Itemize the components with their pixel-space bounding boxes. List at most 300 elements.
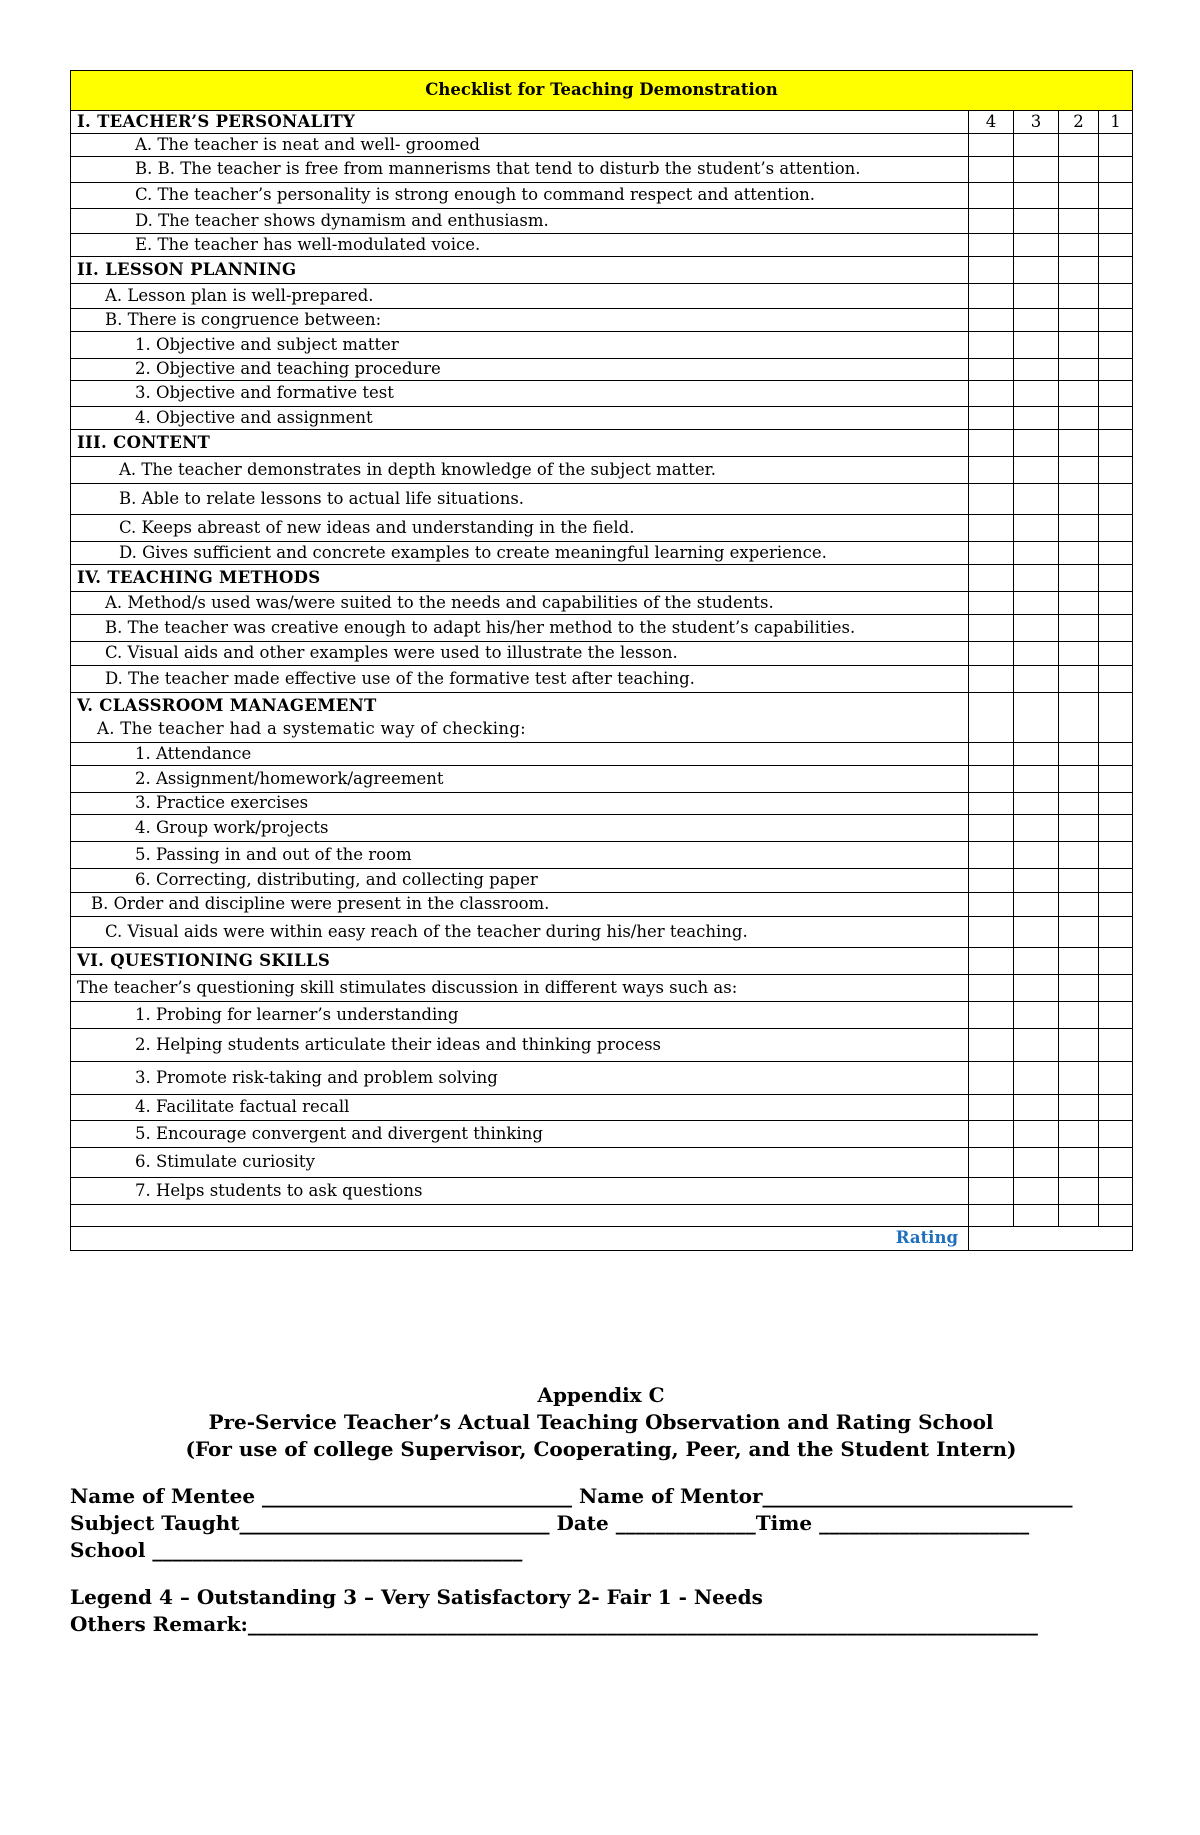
- row-label: 1. Attendance: [135, 743, 252, 763]
- rating-cell[interactable]: [1059, 257, 1099, 284]
- rating-cell[interactable]: [1014, 592, 1059, 615]
- rating-cell[interactable]: [969, 209, 1014, 234]
- rating-cell[interactable]: [1099, 457, 1133, 484]
- rating-cell[interactable]: [1014, 484, 1059, 515]
- criterion-text: [71, 893, 969, 917]
- rating-cell[interactable]: [969, 359, 1014, 381]
- rating-label: Rating: [71, 1227, 969, 1251]
- table-row: [71, 1121, 1133, 1148]
- rating-cell[interactable]: [1059, 842, 1099, 869]
- rating-cell[interactable]: [1099, 766, 1133, 793]
- row-label: C. Keeps abreast of new ideas and understanding in the field.: [119, 517, 635, 537]
- table-row: [71, 592, 1133, 615]
- row-label: 2. Objective and teaching procedure: [135, 359, 441, 379]
- rating-cell[interactable]: [1014, 1148, 1059, 1178]
- criterion-text: [71, 209, 969, 234]
- rating-cell[interactable]: [969, 484, 1014, 515]
- row-label: V. CLASSROOM MANAGEMENT: [77, 696, 377, 716]
- rating-cell[interactable]: [1099, 565, 1133, 592]
- table-row: [71, 1002, 1133, 1029]
- criterion-text: [71, 642, 969, 666]
- rating-cell[interactable]: [1014, 1121, 1059, 1148]
- criterion-text: [71, 309, 969, 332]
- rating-cell[interactable]: [1014, 842, 1059, 869]
- rating-cell[interactable]: [1099, 359, 1133, 381]
- rating-cell[interactable]: [1059, 1205, 1099, 1227]
- criterion-text: [71, 666, 969, 693]
- rating-cell[interactable]: [1099, 542, 1133, 565]
- row-label: 7. Helps students to ask questions: [135, 1180, 423, 1200]
- rating-cell[interactable]: [1014, 257, 1059, 284]
- rating-cell[interactable]: [1099, 1029, 1133, 1062]
- rating-cell[interactable]: [1099, 1062, 1133, 1095]
- row-label: 2. Helping students articulate their ideas and thinking process: [135, 1034, 662, 1054]
- others-remark-field[interactable]: Others Remark:_______________________________________________________________________________: [70, 1612, 1038, 1636]
- table-row: [71, 381, 1133, 407]
- table-row: [71, 793, 1133, 815]
- table-row: [71, 1148, 1133, 1178]
- table-row: [71, 842, 1133, 869]
- row-label: 5. Encourage convergent and divergent thinking: [135, 1123, 543, 1143]
- rating-cell[interactable]: [1099, 917, 1133, 948]
- rating-cell[interactable]: [1059, 1095, 1099, 1121]
- rating-cell[interactable]: [1099, 234, 1133, 257]
- row-label: B. The teacher was creative enough to adapt his/her method to the student’s capabilities.: [105, 617, 856, 637]
- rating-cell[interactable]: [1059, 1062, 1099, 1095]
- table-row: [71, 134, 1133, 157]
- rating-cell[interactable]: [969, 565, 1014, 592]
- rating-cell[interactable]: [1059, 766, 1099, 793]
- table-row: [71, 209, 1133, 234]
- rating-cell[interactable]: [1014, 157, 1059, 183]
- rating-cell[interactable]: [1014, 457, 1059, 484]
- row-label: VI. QUESTIONING SKILLS: [77, 950, 331, 970]
- rating-cell[interactable]: [969, 515, 1014, 542]
- section-row: [71, 430, 1133, 457]
- row-label: A. The teacher is neat and well- groomed: [135, 134, 480, 154]
- rating-cell[interactable]: [969, 257, 1014, 284]
- rating-cell[interactable]: [1099, 793, 1133, 815]
- table-row: [71, 893, 1133, 917]
- section-row: [71, 111, 1133, 134]
- rating-cell[interactable]: [969, 793, 1014, 815]
- rating-cell[interactable]: [1059, 565, 1099, 592]
- rating-legend: Legend 4 – Outstanding 3 – Very Satisfactory 2- Fair 1 - Needs: [70, 1585, 763, 1609]
- rating-cell[interactable]: [1014, 183, 1059, 209]
- rating-cell[interactable]: [1014, 234, 1059, 257]
- table-row: [71, 515, 1133, 542]
- rating-cell[interactable]: [1014, 515, 1059, 542]
- rating-cell[interactable]: [1099, 893, 1133, 917]
- rating-cell[interactable]: [1014, 430, 1059, 457]
- rating-cell[interactable]: [1059, 592, 1099, 615]
- rating-cell[interactable]: [1014, 1178, 1059, 1205]
- rating-cell[interactable]: [1099, 666, 1133, 693]
- rating-cell[interactable]: [969, 542, 1014, 565]
- rating-cell[interactable]: [1014, 893, 1059, 917]
- table-row: [71, 1205, 1133, 1227]
- rating-cell[interactable]: [969, 234, 1014, 257]
- rating-cell[interactable]: [1059, 917, 1099, 948]
- row-label: IV. TEACHING METHODS: [77, 567, 321, 587]
- criterion-text: [71, 1062, 969, 1095]
- criterion-text: [71, 592, 969, 615]
- rating-cell[interactable]: [1014, 407, 1059, 430]
- section-subitem: A. The teacher had a systematic way of checking:: [97, 718, 527, 738]
- rating-cell[interactable]: [1099, 257, 1133, 284]
- school-field[interactable]: School _____________________________________: [70, 1538, 523, 1562]
- row-label: D. Gives sufficient and concrete examples to create meaningful learning experience.: [119, 542, 827, 562]
- criterion-text: [71, 134, 969, 157]
- row-label: 4. Group work/projects: [135, 817, 329, 837]
- rating-cell[interactable]: [1059, 381, 1099, 407]
- criterion-text: [71, 457, 969, 484]
- rating-cell[interactable]: [1059, 430, 1099, 457]
- rating-cell[interactable]: [1099, 209, 1133, 234]
- appendix-title: Appendix C: [537, 1383, 665, 1407]
- rating-cell[interactable]: [1014, 615, 1059, 642]
- row-label: A. Method/s used was/were suited to the needs and capabilities of the students.: [105, 592, 774, 612]
- table-row: [71, 642, 1133, 666]
- rating-cell[interactable]: [969, 917, 1014, 948]
- checklist-title-row: [71, 71, 1133, 111]
- rating-cell[interactable]: [1014, 1095, 1059, 1121]
- rating-cell[interactable]: [969, 743, 1014, 766]
- rating-cell[interactable]: [969, 1178, 1014, 1205]
- table-row: [71, 359, 1133, 381]
- rating-cell[interactable]: [1059, 1029, 1099, 1062]
- rating-cell[interactable]: [1059, 359, 1099, 381]
- row-label: 5. Passing in and out of the room: [135, 844, 412, 864]
- rating-cell[interactable]: [1099, 1178, 1133, 1205]
- rating-cell[interactable]: [969, 642, 1014, 666]
- rating-cell[interactable]: [1014, 869, 1059, 893]
- criterion-text: [71, 1205, 969, 1227]
- rating-cell[interactable]: [969, 183, 1014, 209]
- table-row: [71, 284, 1133, 309]
- rating-row: [71, 1227, 1133, 1251]
- row-label: B. There is congruence between:: [105, 309, 382, 329]
- rating-cell[interactable]: [1059, 209, 1099, 234]
- row-label: 3. Practice exercises: [135, 793, 309, 813]
- rating-cell[interactable]: [1059, 693, 1099, 743]
- rating-cell[interactable]: [969, 457, 1014, 484]
- rating-cell[interactable]: [1059, 542, 1099, 565]
- row-label: 6. Correcting, distributing, and collecting paper: [135, 870, 538, 890]
- rating-cell[interactable]: [1059, 642, 1099, 666]
- rating-cell[interactable]: [1059, 666, 1099, 693]
- rating-cell[interactable]: [1014, 693, 1059, 743]
- rating-cell[interactable]: [1014, 666, 1059, 693]
- checklist-title: Checklist for Teaching Demonstration: [71, 71, 1133, 111]
- rating-cell[interactable]: [1099, 381, 1133, 407]
- rating-cell[interactable]: [1059, 407, 1099, 430]
- rating-cell[interactable]: [1059, 157, 1099, 183]
- criterion-text: [71, 917, 969, 948]
- rating-cell[interactable]: [969, 815, 1014, 842]
- section-heading: [71, 693, 969, 743]
- mentee-mentor-field[interactable]: Name of Mentee _______________________________ Name of Mentor_______________________________: [70, 1484, 1073, 1508]
- rating-cell[interactable]: [1099, 693, 1133, 743]
- appendix-section: [70, 1382, 1132, 1638]
- rating-cell[interactable]: [1014, 1029, 1059, 1062]
- table-row: [71, 1095, 1133, 1121]
- rating-cell[interactable]: [1099, 975, 1133, 1002]
- rating-cell[interactable]: [969, 407, 1014, 430]
- table-row: [71, 815, 1133, 842]
- section-row: [71, 948, 1133, 975]
- rating-cell[interactable]: [1059, 815, 1099, 842]
- table-row: [71, 917, 1133, 948]
- criterion-text: [71, 766, 969, 793]
- row-label: 2. Assignment/homework/agreement: [135, 768, 444, 788]
- rating-cell[interactable]: [1059, 1148, 1099, 1178]
- rating-cell[interactable]: [969, 842, 1014, 869]
- table-row: [71, 484, 1133, 515]
- criterion-text: [71, 869, 969, 893]
- table-row: [71, 457, 1133, 484]
- table-row: [71, 332, 1133, 359]
- table-row: [71, 407, 1133, 430]
- rating-cell[interactable]: [1014, 565, 1059, 592]
- rating-cell[interactable]: [969, 309, 1014, 332]
- criterion-text: [71, 815, 969, 842]
- checklist-table: [70, 70, 1133, 1251]
- table-row: [71, 766, 1133, 793]
- table-row: [71, 666, 1133, 693]
- rating-cell[interactable]: [1099, 183, 1133, 209]
- criterion-text: [71, 842, 969, 869]
- rating-cell[interactable]: [1099, 842, 1133, 869]
- section-heading: [71, 257, 969, 284]
- criterion-text: [71, 1002, 969, 1029]
- rating-cell[interactable]: [969, 1148, 1014, 1178]
- subject-date-time-field[interactable]: Subject Taught_______________________________ Date ______________Time _____________________: [70, 1511, 1030, 1535]
- rating-cell[interactable]: [1099, 1095, 1133, 1121]
- rating-cell[interactable]: [969, 1205, 1014, 1227]
- rating-cell[interactable]: [1014, 134, 1059, 157]
- rating-cell[interactable]: [1059, 234, 1099, 257]
- appendix-usage-note: (For use of college Supervisor, Cooperating, Peer, and the Student Intern): [185, 1437, 1017, 1461]
- rating-cell[interactable]: [969, 381, 1014, 407]
- rating-cell[interactable]: [1014, 542, 1059, 565]
- rating-cell[interactable]: [969, 430, 1014, 457]
- rating-cell[interactable]: [1099, 407, 1133, 430]
- table-row: [71, 615, 1133, 642]
- rating-cell[interactable]: [1014, 1002, 1059, 1029]
- rating-cell[interactable]: [1099, 615, 1133, 642]
- rating-cell[interactable]: [1014, 815, 1059, 842]
- criterion-text: [71, 1095, 969, 1121]
- row-label: D. The teacher shows dynamism and enthusiasm.: [135, 210, 549, 230]
- rating-cell[interactable]: [1099, 515, 1133, 542]
- rating-cell[interactable]: [1099, 284, 1133, 309]
- rating-cell[interactable]: [1059, 457, 1099, 484]
- criterion-text: [71, 793, 969, 815]
- rating-cell[interactable]: [1014, 766, 1059, 793]
- rating-cell[interactable]: [1059, 1002, 1099, 1029]
- row-label: 1. Probing for learner’s understanding: [135, 1004, 459, 1024]
- table-row: [71, 542, 1133, 565]
- rating-cell[interactable]: [969, 948, 1014, 975]
- rating-cell[interactable]: [1099, 332, 1133, 359]
- table-row: [71, 234, 1133, 257]
- row-label: II. LESSON PLANNING: [77, 259, 297, 279]
- rating-cell[interactable]: [969, 615, 1014, 642]
- row-label: 4. Objective and assignment: [135, 407, 373, 427]
- criterion-text: [71, 1178, 969, 1205]
- rating-cell[interactable]: [1014, 309, 1059, 332]
- rating-cell[interactable]: [969, 869, 1014, 893]
- rating-cell[interactable]: [1014, 743, 1059, 766]
- rating-cell[interactable]: [1059, 515, 1099, 542]
- rating-cell[interactable]: [1014, 948, 1059, 975]
- table-row: [71, 157, 1133, 183]
- rating-cell[interactable]: [1014, 332, 1059, 359]
- criterion-text: [71, 484, 969, 515]
- row-label: 3. Promote risk-taking and problem solving: [135, 1067, 498, 1087]
- row-label: 6. Stimulate curiosity: [135, 1152, 315, 1172]
- row-label: C. Visual aids were within easy reach of the teacher during his/her teaching.: [105, 921, 748, 941]
- rating-cell[interactable]: [1059, 793, 1099, 815]
- table-row: [71, 975, 1133, 1002]
- section-row: [71, 565, 1133, 592]
- rating-cell[interactable]: [1099, 157, 1133, 183]
- rating-cell[interactable]: [969, 332, 1014, 359]
- rating-cell[interactable]: [1059, 948, 1099, 975]
- rating-cell[interactable]: [969, 592, 1014, 615]
- row-label: A. Lesson plan is well-prepared.: [105, 285, 374, 305]
- section-row: [71, 257, 1133, 284]
- row-label: I. TEACHER’S PERSONALITY: [77, 111, 356, 131]
- rating-cell[interactable]: [969, 693, 1014, 743]
- criterion-text: [71, 157, 969, 183]
- row-label: III. CONTENT: [77, 432, 211, 452]
- row-label: A. The teacher demonstrates in depth knowledge of the subject matter.: [119, 459, 716, 479]
- rating-column-header: 1: [1099, 111, 1133, 134]
- criterion-text: [71, 1029, 969, 1062]
- rating-column-header: 4: [969, 111, 1014, 134]
- rating-cell[interactable]: [1014, 1062, 1059, 1095]
- rating-cell[interactable]: [1014, 642, 1059, 666]
- table-row: [71, 1062, 1133, 1095]
- row-label: 4. Facilitate factual recall: [135, 1097, 350, 1117]
- rating-cell[interactable]: [1014, 359, 1059, 381]
- rating-cell[interactable]: [969, 975, 1014, 1002]
- rating-cell[interactable]: [1059, 284, 1099, 309]
- rating-cell[interactable]: [1014, 381, 1059, 407]
- rating-cell[interactable]: [969, 1062, 1014, 1095]
- rating-cell[interactable]: [1059, 484, 1099, 515]
- section-heading: [71, 565, 969, 592]
- rating-cell[interactable]: [1014, 975, 1059, 1002]
- row-label: E. The teacher has well-modulated voice.: [135, 234, 481, 254]
- rating-cell[interactable]: [1099, 592, 1133, 615]
- criterion-text: [71, 359, 969, 381]
- rating-cell[interactable]: [1059, 743, 1099, 766]
- row-label: The teacher’s questioning skill stimulates discussion in different ways such as:: [77, 977, 738, 997]
- rating-cell[interactable]: [969, 893, 1014, 917]
- rating-cell[interactable]: [1099, 743, 1133, 766]
- rating-cell[interactable]: [969, 157, 1014, 183]
- rating-cell[interactable]: [1014, 209, 1059, 234]
- rating-column-header: 2: [1059, 111, 1099, 134]
- rating-cell[interactable]: [969, 1029, 1014, 1062]
- rating-cell[interactable]: [1059, 309, 1099, 332]
- rating-cell[interactable]: [1014, 917, 1059, 948]
- rating-cell[interactable]: [1059, 1121, 1099, 1148]
- table-row: [71, 1029, 1133, 1062]
- rating-cell[interactable]: [1099, 134, 1133, 157]
- row-label: C. The teacher’s personality is strong enough to command respect and attention.: [135, 185, 816, 205]
- criterion-text: [71, 615, 969, 642]
- rating-cell[interactable]: [1014, 793, 1059, 815]
- criterion-text: [71, 515, 969, 542]
- rating-cell[interactable]: [1099, 642, 1133, 666]
- rating-cell[interactable]: [1099, 309, 1133, 332]
- row-label: 3. Objective and formative test: [135, 383, 394, 403]
- table-row: [71, 309, 1133, 332]
- row-label: C. Visual aids and other examples were used to illustrate the lesson.: [105, 643, 678, 663]
- rating-cell[interactable]: [969, 1095, 1014, 1121]
- section-heading: [71, 430, 969, 457]
- criterion-text: [71, 284, 969, 309]
- rating-cell[interactable]: [1059, 869, 1099, 893]
- rating-cell[interactable]: [1099, 484, 1133, 515]
- rating-cell[interactable]: [1099, 815, 1133, 842]
- row-label: 1. Objective and subject matter: [135, 334, 399, 354]
- rating-cell[interactable]: [1059, 183, 1099, 209]
- rating-total-cell[interactable]: [969, 1227, 1133, 1251]
- rating-cell[interactable]: [969, 284, 1014, 309]
- rating-column-header: 3: [1014, 111, 1059, 134]
- rating-cell[interactable]: [1099, 430, 1133, 457]
- table-row: [71, 869, 1133, 893]
- rating-cell[interactable]: [1059, 134, 1099, 157]
- criterion-text: [71, 542, 969, 565]
- rating-cell[interactable]: [1099, 1121, 1133, 1148]
- row-label: B. B. The teacher is free from mannerisms that tend to disturb the student’s attention.: [135, 159, 861, 179]
- appendix-subtitle: Pre-Service Teacher’s Actual Teaching Observation and Rating School: [208, 1410, 994, 1434]
- rating-cell[interactable]: [1059, 332, 1099, 359]
- rating-cell[interactable]: [969, 666, 1014, 693]
- rating-cell[interactable]: [1099, 1002, 1133, 1029]
- rating-cell[interactable]: [1059, 975, 1099, 1002]
- criterion-text: [71, 183, 969, 209]
- rating-cell[interactable]: [969, 1002, 1014, 1029]
- rating-cell[interactable]: [1059, 615, 1099, 642]
- rating-cell[interactable]: [1059, 1178, 1099, 1205]
- rating-cell[interactable]: [969, 1121, 1014, 1148]
- criterion-text: [71, 407, 969, 430]
- rating-cell[interactable]: [1099, 948, 1133, 975]
- criterion-text: [71, 234, 969, 257]
- rating-cell[interactable]: [969, 766, 1014, 793]
- rating-cell[interactable]: [969, 134, 1014, 157]
- table-row: [71, 743, 1133, 766]
- rating-cell[interactable]: [1014, 1205, 1059, 1227]
- criterion-text: [71, 975, 969, 1002]
- criterion-text: [71, 332, 969, 359]
- criterion-text: [71, 381, 969, 407]
- rating-cell[interactable]: [1099, 1148, 1133, 1178]
- rating-cell[interactable]: [1059, 893, 1099, 917]
- rating-cell[interactable]: [1099, 1205, 1133, 1227]
- rating-cell[interactable]: [1099, 869, 1133, 893]
- section-heading: [71, 111, 969, 134]
- criterion-text: [71, 1121, 969, 1148]
- rating-cell[interactable]: [1014, 284, 1059, 309]
